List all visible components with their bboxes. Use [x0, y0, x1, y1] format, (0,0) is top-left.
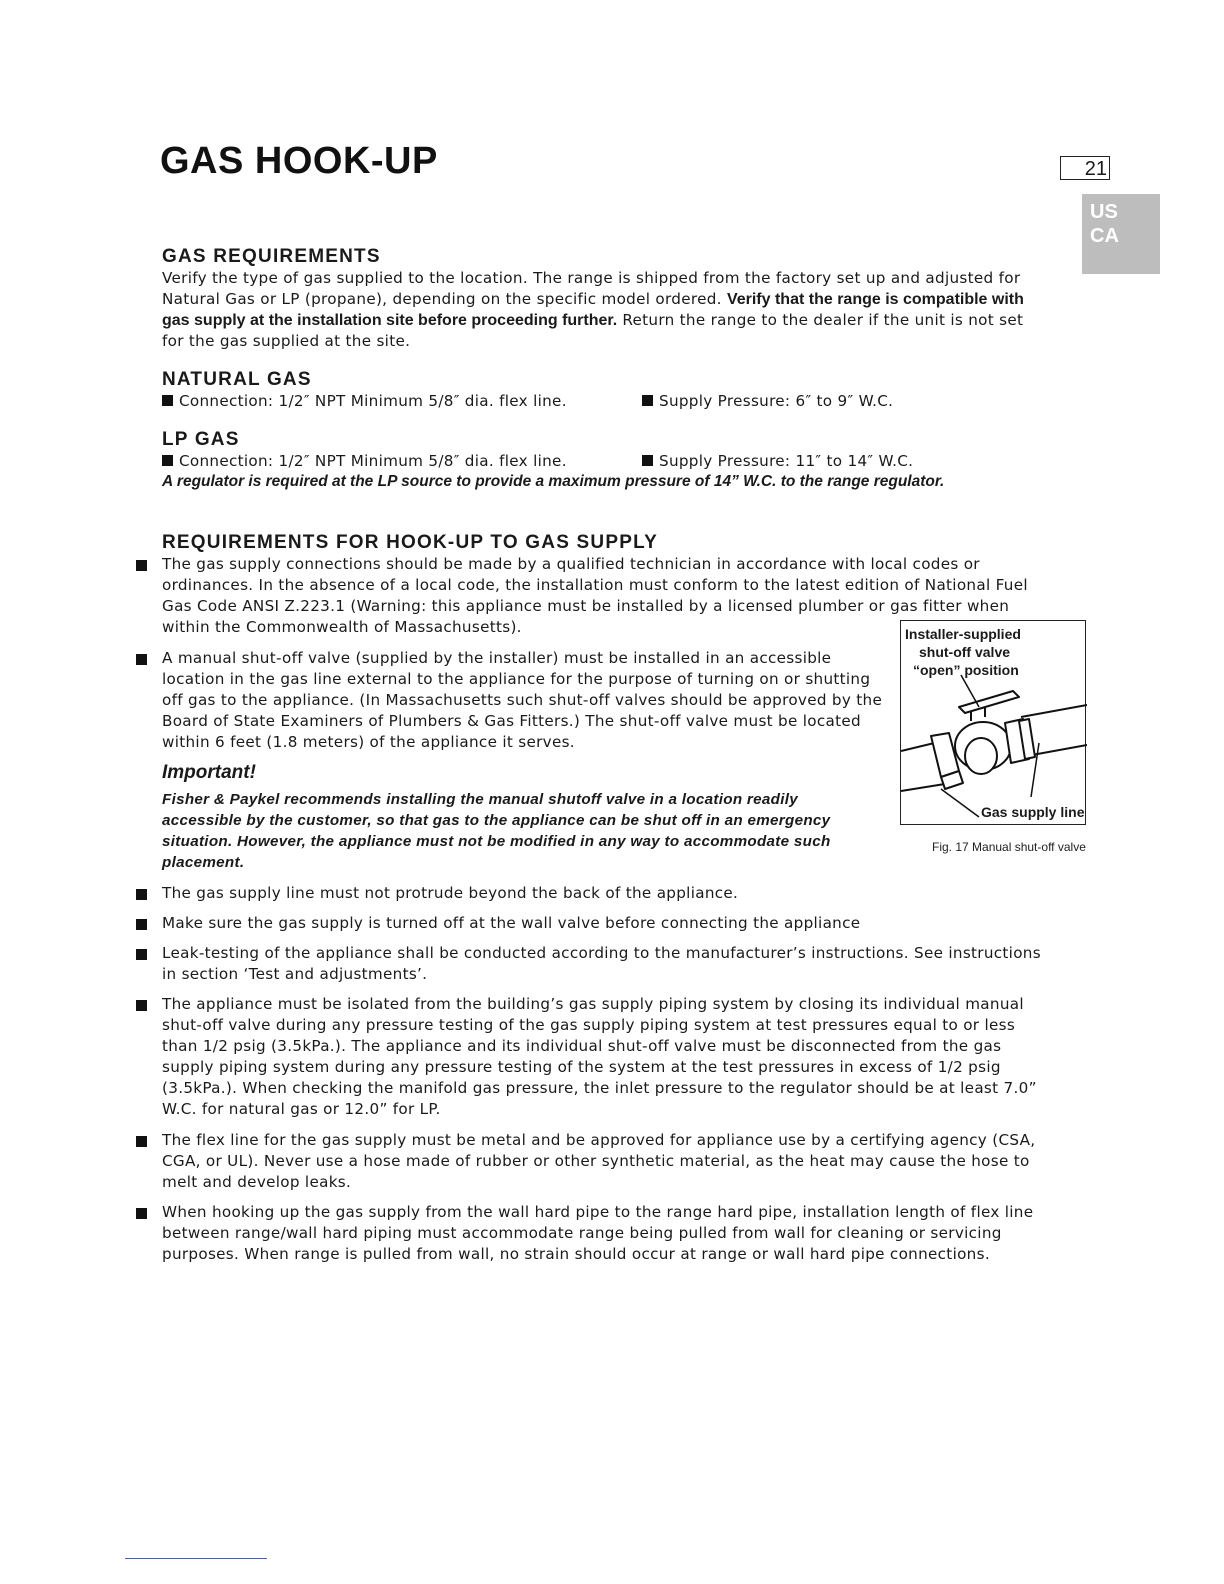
hookup-bullet-8: When hooking up the gas supply from the wall hard pipe to the range hard pipe, installation length of flex line between range/wall hard piping must accommodate range being pulled from wall for cleaning or servicing purposes. When range is pulled from wall, no strain should occur at range or wall hard pipe connections.: [162, 1203, 1034, 1263]
natural-gas-connection: [162, 391, 567, 412]
natural-gas-heading: NATURAL GAS: [162, 369, 312, 390]
gas-requirements-text-2: Return the range to the dealer if the unit is not set for the gas supplied at the site.: [162, 311, 1024, 350]
bullet-square-icon: [136, 1000, 147, 1011]
bullet-square-icon: [162, 395, 173, 406]
page-number: 21: [1060, 156, 1110, 180]
natural-gas-pressure: [642, 391, 893, 412]
natural-gas-pressure-text: Supply Pressure: 6″ to 9″ W.C.: [659, 392, 894, 410]
gas-requirements-text: [162, 268, 1047, 352]
figure-label-line-3: “open” position: [913, 662, 1019, 678]
hookup-bullet-6: The appliance must be isolated from the building’s gas supply piping system by closing its individual manual shut-off valve during any pressure testing of the gas supply piping system at test pressures equal to or less than 1/2 psig (3.5kPa.). The appliance and its individual shut-off valve must be disconnected from the gas supply piping system during any pressure testing of the system at the test pressures in excess of 1/2 psig (3.5kPa.). When checking the manifold gas pressure, the inlet pressure to the regulator should be at least 7.0” W.C. for natural gas or 12.0” for LP.: [162, 995, 1037, 1118]
natural-gas-connection-text: Connection: 1/2″ NPT Minimum 5/8″ dia. flex line.: [179, 392, 567, 410]
hookup-bullet-3: The gas supply line must not protrude beyond the back of the appliance.: [162, 884, 739, 902]
bullet-square-icon: [136, 1136, 147, 1147]
page-title: GAS HOOK-UP: [160, 140, 438, 182]
region-us: US: [1090, 201, 1118, 223]
figure-label-line-2: shut-off valve: [919, 644, 1011, 660]
region-tab: [1082, 194, 1160, 274]
bullet-square-icon: [136, 560, 147, 571]
figure-label-bottom: Gas supply line: [981, 804, 1085, 820]
valve-illustration: [901, 621, 1087, 826]
important-heading: Important!: [162, 762, 256, 783]
lp-gas-heading: LP GAS: [162, 429, 240, 450]
bullet-square-icon: [642, 455, 653, 466]
lp-gas-pressure-text: Supply Pressure: 11″ to 14″ W.C.: [659, 452, 914, 470]
footer-rule: [125, 1558, 267, 1559]
gas-requirements-text-1: Verify the type of gas supplied to the location. The range is shipped from the factory set up and adjusted for Natural Gas or LP (propane), depending on the specific model ordered.: [162, 269, 1021, 308]
bullet-square-icon: [136, 889, 147, 900]
hookup-bullet-5: Leak-testing of the appliance shall be conducted according to the manufacturer’s instructions. See instructions in section ‘Test and adjustments’.: [162, 944, 1041, 983]
lp-gas-connection-text: Connection: 1/2″ NPT Minimum 5/8″ dia. flex line.: [179, 452, 567, 470]
bullet-square-icon: [642, 395, 653, 406]
figure-label-line-1: Installer-supplied: [905, 626, 1021, 642]
bullet-square-icon: [136, 949, 147, 960]
bullet-square-icon: [136, 919, 147, 930]
hookup-bullet-7: The flex line for the gas supply must be metal and be approved for appliance use by a certifying agency (CSA, CGA, or UL). Never use a hose made of rubber or other synthetic material, as the heat may cause the hose to melt and develop leaks.: [162, 1131, 1036, 1191]
hookup-heading: REQUIREMENTS FOR HOOK-UP TO GAS SUPPLY: [162, 532, 659, 553]
bullet-square-icon: [136, 654, 147, 665]
gas-requirements-text-bold: Verify that the range is compatible with gas supply at the installation site before proceeding further.: [162, 291, 1024, 329]
region-ca: CA: [1090, 225, 1119, 247]
gas-requirements-heading: GAS REQUIREMENTS: [162, 246, 381, 267]
figure-shutoff-valve: [900, 620, 1086, 825]
lp-gas-connection: [162, 451, 567, 472]
hookup-bullet-2: A manual shut-off valve (supplied by the installer) must be installed in an accessible location in the gas line external to the appliance for the purpose of turning on or shutting off gas to the appliance. (In Massachusetts such shut-off valves should be approved by the Board of State Examiners of Plumbers & Gas Fitters.) The shut-off valve must be located within 6 feet (1.8 meters) of the appliance it serves.: [162, 649, 883, 751]
bullet-square-icon: [162, 455, 173, 466]
figure-caption: Fig. 17 Manual shut-off valve: [932, 840, 1086, 854]
hookup-bullet-1: The gas supply connections should be made by a qualified technician in accordance with local codes or ordinances. In the absence of a local code, the installation must conform to the latest edition of National Fuel Gas Code ANSI Z.223.1 (Warning: this appliance must be installed by a licensed plumber or gas fitter when within the Commonwealth of Massachusetts).: [162, 555, 1028, 636]
lp-gas-pressure: [642, 451, 913, 472]
lp-gas-note: A regulator is required at the LP source to provide a maximum pressure of 14” W.C. to the range regulator.: [162, 473, 945, 490]
important-text: Fisher & Paykel recommends installing the manual shutoff valve in a location readily accessible by the customer, so that gas to the appliance can be shut off in an emergency situation. However, the appliance must not be modified in any way to accommodate such placement.: [162, 791, 831, 871]
hookup-bullet-4: Make sure the gas supply is turned off at the wall valve before connecting the appliance: [162, 914, 861, 932]
bullet-square-icon: [136, 1208, 147, 1219]
